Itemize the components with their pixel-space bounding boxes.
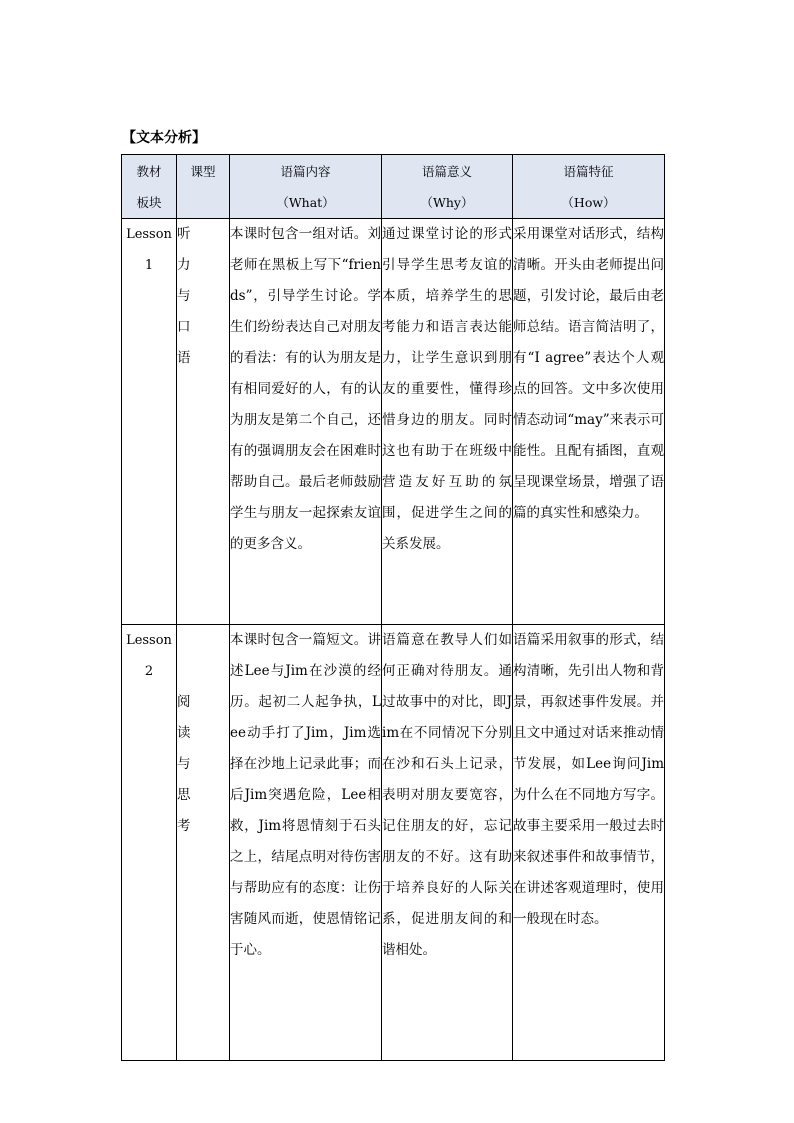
section-title: 【文本分析】 xyxy=(122,130,206,146)
what-cell: 本课时包含一组对话。刘老师在黑板上写下“friends”，引导学生讨论。学生们纷纷表达自己对朋友的看法：有的认为朋友是有相同爱好的人，有的认为朋友是第二个自己，还有的强调朋友会在困难时帮助自己。最后老师鼓励学生与朋友一起探索友谊的更多含义。 xyxy=(230,219,382,625)
header-how-line2: （How） xyxy=(561,195,616,210)
lesson-cell xyxy=(122,219,177,625)
lesson-cell xyxy=(122,625,177,1061)
header-what-line1: 语篇内容 xyxy=(280,164,331,179)
table-row xyxy=(122,219,665,625)
what-cell: 本课时包含一篇短文。讲述Lee与Jim在沙漠的经历。起初二人起争执，Lee动手打了Jim，Jim选择在沙地上记录此事；而后Jim突遇危险，Lee相救，Jim将恩情刻于石头之上，结尾点明对待伤害与帮助应有的态度：让伤害随风而逝，使恩情铭记于心。 xyxy=(230,625,382,1061)
lesson-number: 2 xyxy=(144,664,154,679)
lesson-label: Lesson xyxy=(126,633,172,648)
header-lesson-type-label: 课型 xyxy=(190,164,216,179)
lesson-type-line3: 考 xyxy=(177,818,201,834)
lesson-type-cell xyxy=(177,625,230,1061)
header-what-line2: （What） xyxy=(276,195,335,210)
lesson-type-line1: 阅 读 xyxy=(177,694,201,741)
header-what xyxy=(230,155,382,219)
lesson-label: Lesson xyxy=(126,227,172,242)
why-cell: 语篇意在教导人们如何正确对待朋友。通过故事中的对比，即Jim在不同情况下分别在沙和石头上记录，表明对朋友要宽容，记住朋友的好，忘记朋友的不好。这有助于培养良好的人际关系，促进朋友间的和谐相处。 xyxy=(382,625,513,1061)
lesson-type-cell xyxy=(177,219,230,625)
how-cell: 采用课堂对话形式，结构清晰。开头由老师提出问题，引发讨论，最后由老师总结。语言简洁明了，有“I agree”表达个人观点的回答。文中多次使用情态动词“may”来表示可能性。且配有插图，直观呈现课堂场景，增强了语篇的真实性和感染力。 xyxy=(513,219,665,625)
header-why xyxy=(382,155,513,219)
header-textbook-section-line2: 板块 xyxy=(136,195,162,210)
how-cell: 语篇采用叙事的形式，结构清晰，先引出人物和背景，再叙述事件发展。并且文中通过对话来推动情节发展，如Lee询问Jim为什么在不同地方写字。故事主要采用一般过去时来叙述事件和故事情节，在讲述客观道理时，使用一般现在时态。 xyxy=(513,625,665,1061)
header-why-line1: 语篇意义 xyxy=(421,164,472,179)
header-textbook-section-line1: 教材 xyxy=(136,164,162,179)
text-analysis-table xyxy=(121,154,665,1061)
lesson-type-line2: 与 口 xyxy=(177,288,201,335)
why-cell: 通过课堂讨论的形式引导学生思考友谊的本质，培养学生的思考能力和语言表达能力，让学生意识到朋友的重要性，懂得珍惜身边的朋友。同时这也有助于在班级中营造友好互助的氛围，促进学生之间的关系发展。 xyxy=(382,219,513,625)
lesson-type-line3: 语 xyxy=(177,350,201,366)
lesson-type-line1: 听 力 xyxy=(177,226,201,273)
header-textbook-section xyxy=(122,155,177,219)
header-lesson-type xyxy=(177,155,230,219)
header-why-line2: （Why） xyxy=(420,195,474,210)
lesson-type-line2: 与 思 xyxy=(177,756,201,803)
lesson-number: 1 xyxy=(144,258,154,273)
header-how xyxy=(513,155,665,219)
table-row xyxy=(122,625,665,1061)
header-how-line1: 语篇特征 xyxy=(563,164,614,179)
table-header-row xyxy=(122,155,665,219)
